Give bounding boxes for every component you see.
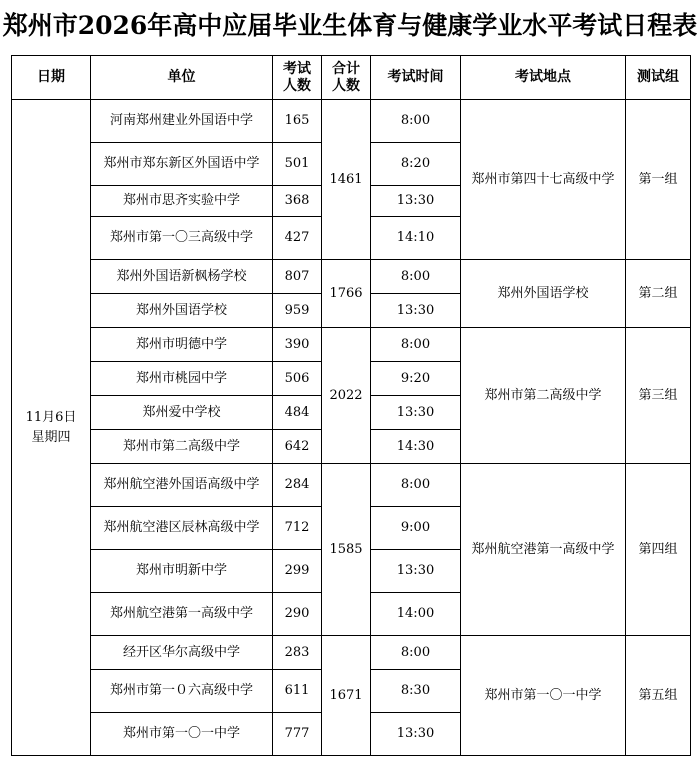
time-cell: 13:30 [371, 186, 461, 217]
unit-cell: 郑州市明新中学 [91, 550, 273, 593]
unit-cell: 郑州市第一〇三高级中学 [91, 217, 273, 260]
count-cell: 959 [273, 294, 322, 328]
time-cell: 13:30 [371, 713, 461, 756]
schedule-body [12, 100, 691, 756]
unit-cell: 郑州航空港外国语高级中学 [91, 464, 273, 507]
time-cell: 8:00 [371, 464, 461, 507]
place-cell: 郑州外国语学校 [461, 260, 626, 328]
unit-cell: 经开区华尔高级中学 [91, 636, 273, 670]
header-place: 考试地点 [461, 56, 626, 100]
count-cell: 501 [273, 143, 322, 186]
header-date: 日期 [12, 56, 91, 100]
header-unit: 单位 [91, 56, 273, 100]
total-cell: 1585 [322, 464, 371, 636]
table-row [12, 260, 691, 294]
date-cell [12, 100, 91, 756]
place-cell: 郑州市第一〇一中学 [461, 636, 626, 756]
header-total: 合计 人数 [322, 56, 371, 100]
time-cell: 8:20 [371, 143, 461, 186]
unit-cell: 郑州市第一０六高级中学 [91, 670, 273, 713]
header-row [12, 56, 691, 100]
place-cell: 郑州市第二高级中学 [461, 328, 626, 464]
total-cell: 1671 [322, 636, 371, 756]
unit-cell: 郑州航空港第一高级中学 [91, 593, 273, 636]
total-cell: 2022 [322, 328, 371, 464]
time-cell: 13:30 [371, 550, 461, 593]
count-cell: 506 [273, 362, 322, 396]
group-cell: 第五组 [626, 636, 691, 756]
total-cell: 1461 [322, 100, 371, 260]
unit-cell: 郑州外国语学校 [91, 294, 273, 328]
time-cell: 9:00 [371, 507, 461, 550]
group-cell: 第四组 [626, 464, 691, 636]
unit-cell: 郑州市明德中学 [91, 328, 273, 362]
total-cell: 1766 [322, 260, 371, 328]
count-cell: 290 [273, 593, 322, 636]
header-group: 测试组 [626, 56, 691, 100]
count-cell: 642 [273, 430, 322, 464]
time-cell: 14:30 [371, 430, 461, 464]
group-cell: 第一组 [626, 100, 691, 260]
unit-cell: 郑州市第二高级中学 [91, 430, 273, 464]
count-cell: 368 [273, 186, 322, 217]
unit-cell: 河南郑州建业外国语中学 [91, 100, 273, 143]
count-cell: 283 [273, 636, 322, 670]
schedule-table [11, 55, 691, 756]
count-cell: 611 [273, 670, 322, 713]
time-cell: 14:00 [371, 593, 461, 636]
table-row [12, 328, 691, 362]
count-cell: 484 [273, 396, 322, 430]
time-cell: 13:30 [371, 294, 461, 328]
time-cell: 8:30 [371, 670, 461, 713]
group-cell: 第三组 [626, 328, 691, 464]
time-cell: 8:00 [371, 100, 461, 143]
time-cell: 9:20 [371, 362, 461, 396]
page-title: 郑州市2026年高中应届毕业生体育与健康学业水平考试日程表 [2, 11, 698, 40]
count-cell: 807 [273, 260, 322, 294]
count-cell: 427 [273, 217, 322, 260]
unit-cell: 郑州外国语新枫杨学校 [91, 260, 273, 294]
unit-cell: 郑州市桃园中学 [91, 362, 273, 396]
table-row [12, 636, 691, 670]
header-time: 考试时间 [371, 56, 461, 100]
time-cell: 14:10 [371, 217, 461, 260]
place-cell: 郑州航空港第一高级中学 [461, 464, 626, 636]
unit-cell: 郑州市郑东新区外国语中学 [91, 143, 273, 186]
date-text: 11月6日 [25, 409, 77, 425]
weekday-text: 星期四 [31, 429, 71, 445]
unit-cell: 郑州爱中学校 [91, 396, 273, 430]
place-cell: 郑州市第四十七高级中学 [461, 100, 626, 260]
header-count: 考试 人数 [273, 56, 322, 100]
group-cell: 第二组 [626, 260, 691, 328]
time-cell: 13:30 [371, 396, 461, 430]
table-row [12, 100, 691, 143]
unit-cell: 郑州市思齐实验中学 [91, 186, 273, 217]
count-cell: 165 [273, 100, 322, 143]
count-cell: 390 [273, 328, 322, 362]
time-cell: 8:00 [371, 328, 461, 362]
unit-cell: 郑州市第一〇一中学 [91, 713, 273, 756]
unit-cell: 郑州航空港区辰林高级中学 [91, 507, 273, 550]
time-cell: 8:00 [371, 260, 461, 294]
count-cell: 284 [273, 464, 322, 507]
count-cell: 712 [273, 507, 322, 550]
count-cell: 299 [273, 550, 322, 593]
table-row [12, 464, 691, 507]
count-cell: 777 [273, 713, 322, 756]
time-cell: 8:00 [371, 636, 461, 670]
